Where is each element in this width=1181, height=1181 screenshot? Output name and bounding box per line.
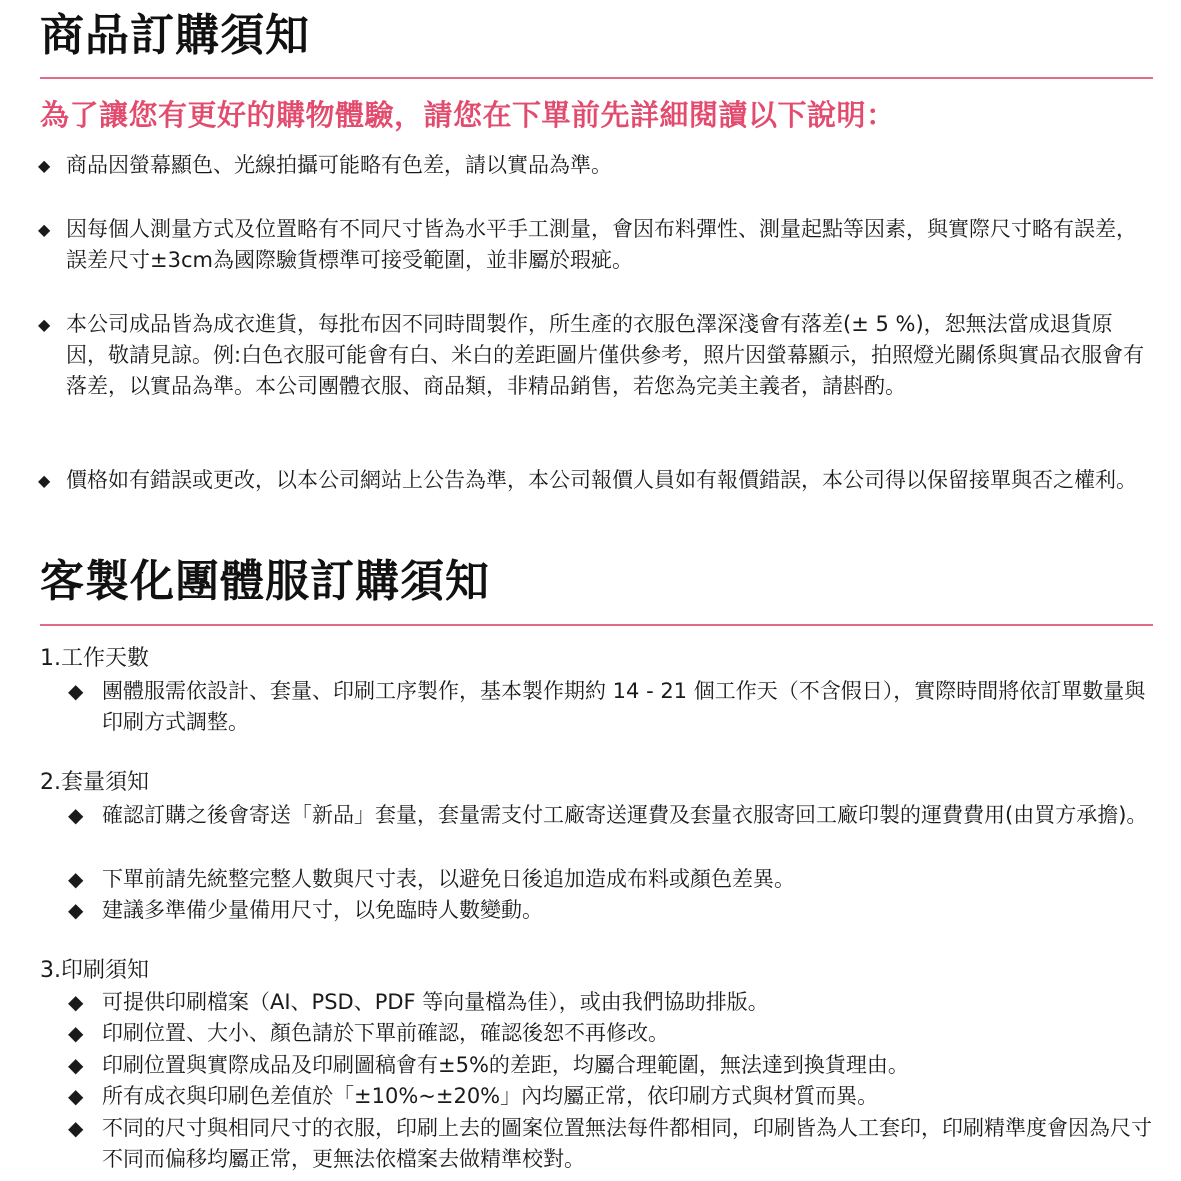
notice-text: 商品因螢幕顯色、光線拍攝可能略有色差，請以實品為準。 xyxy=(66,153,612,177)
diamond-bullet-icon: ◆ xyxy=(38,471,51,490)
notice-text: 本公司成品皆為成衣進貨，每批布因不同時間製作，所生產的衣服色澤深淺會有落差(± 5 %)，恕無法當成退貨原因，敬請見諒。例:白色衣服可能會有白、米白的差距圖片僅供參考，照片因螢幕顯示，拍照燈光關係與實品衣服會有落差，以實品為準。本公司團體衣服、商品類，非精品銷售，若您為完美主義者，請斟酌。 xyxy=(66,312,1145,398)
rule-text: 建議多準備少量備用尺寸，以免臨時人數變動。 xyxy=(102,898,543,922)
diamond-bullet-icon: ◆ xyxy=(68,867,84,891)
rule-item xyxy=(68,895,1153,926)
diamond-bullet-icon: ◆ xyxy=(68,990,84,1014)
rule-item xyxy=(68,800,1153,831)
rule-text: 可提供印刷檔案（AI、PSD、PDF 等向量檔為佳），或由我們協助排版。 xyxy=(102,990,769,1014)
rule-text: 印刷位置、大小、顏色請於下單前確認，確認後恕不再修改。 xyxy=(102,1021,669,1045)
notice-item xyxy=(38,150,1153,181)
notice-text: 因每個人測量方式及位置略有不同尺寸皆為水平手工測量，會因布料彈性、測量起點等因素，與實際尺寸略有誤差，誤差尺寸±3cm為國際驗貨標準可接受範圍，並非屬於瑕疵。 xyxy=(66,217,1137,272)
rule-item xyxy=(68,987,1153,1018)
rule-text: 下單前請先統整完整人數與尺寸表，以避免日後追加造成布料或顏色差異。 xyxy=(102,867,795,891)
group-heading: 2.套量須知 xyxy=(40,770,149,795)
group-heading: 3.印刷須知 xyxy=(40,958,149,983)
diamond-bullet-icon: ◆ xyxy=(38,315,51,334)
diamond-bullet-icon: ◆ xyxy=(68,1053,84,1077)
rule-item xyxy=(68,1113,1153,1175)
intro-notice: 為了讓您有更好的購物體驗，請您在下單前先詳細閱讀以下說明： xyxy=(40,98,896,132)
rule-text: 不同的尺寸與相同尺寸的衣服，印刷上去的圖案位置無法每件都相同，印刷皆為人工套印，印刷精準度會因為尺寸不同而偏移均屬正常，更無法依檔案去做精準校對。 xyxy=(102,1116,1152,1171)
diamond-bullet-icon: ◆ xyxy=(68,898,84,922)
rule-item xyxy=(68,1050,1153,1081)
diamond-bullet-icon: ◆ xyxy=(38,156,51,175)
section-title: 客製化團體服訂購須知 xyxy=(40,556,490,607)
rule-item xyxy=(68,1081,1153,1112)
rule-text: 印刷位置與實際成品及印刷圖稿會有±5%的差距，均屬合理範圍，無法達到換貨理由。 xyxy=(102,1053,909,1077)
notice-text: 價格如有錯誤或更改，以本公司網站上公告為準，本公司報價人員如有報價錯誤，本公司得以保留接單與否之權利。 xyxy=(66,468,1137,492)
rule-text: 團體服需依設計、套量、印刷工序製作，基本製作期約 14 - 21 個工作天（不含假日），實際時間將依訂單數量與印刷方式調整。 xyxy=(102,679,1146,734)
rule-item xyxy=(68,676,1153,738)
divider xyxy=(40,624,1153,626)
diamond-bullet-icon: ◆ xyxy=(68,1084,84,1108)
notice-item xyxy=(38,309,1153,402)
diamond-bullet-icon: ◆ xyxy=(68,1116,84,1140)
diamond-bullet-icon: ◆ xyxy=(68,803,84,827)
rule-item xyxy=(68,1018,1153,1049)
group-heading: 1.工作天數 xyxy=(40,646,149,671)
page-title: 商品訂購須知 xyxy=(40,10,310,61)
rule-text: 所有成衣與印刷色差值於「±10%~±20%」內均屬正常，依印刷方式與材質而異。 xyxy=(102,1084,879,1108)
rule-text: 確認訂購之後會寄送「新品」套量，套量需支付工廠寄送運費及套量衣服寄回工廠印製的運費費用(由買方承擔)。 xyxy=(102,803,1148,827)
diamond-bullet-icon: ◆ xyxy=(38,220,51,239)
notice-item xyxy=(38,214,1153,276)
divider xyxy=(40,77,1153,79)
notice-item xyxy=(38,465,1153,496)
diamond-bullet-icon: ◆ xyxy=(68,1021,84,1045)
diamond-bullet-icon: ◆ xyxy=(68,679,84,703)
rule-item xyxy=(68,864,1153,895)
